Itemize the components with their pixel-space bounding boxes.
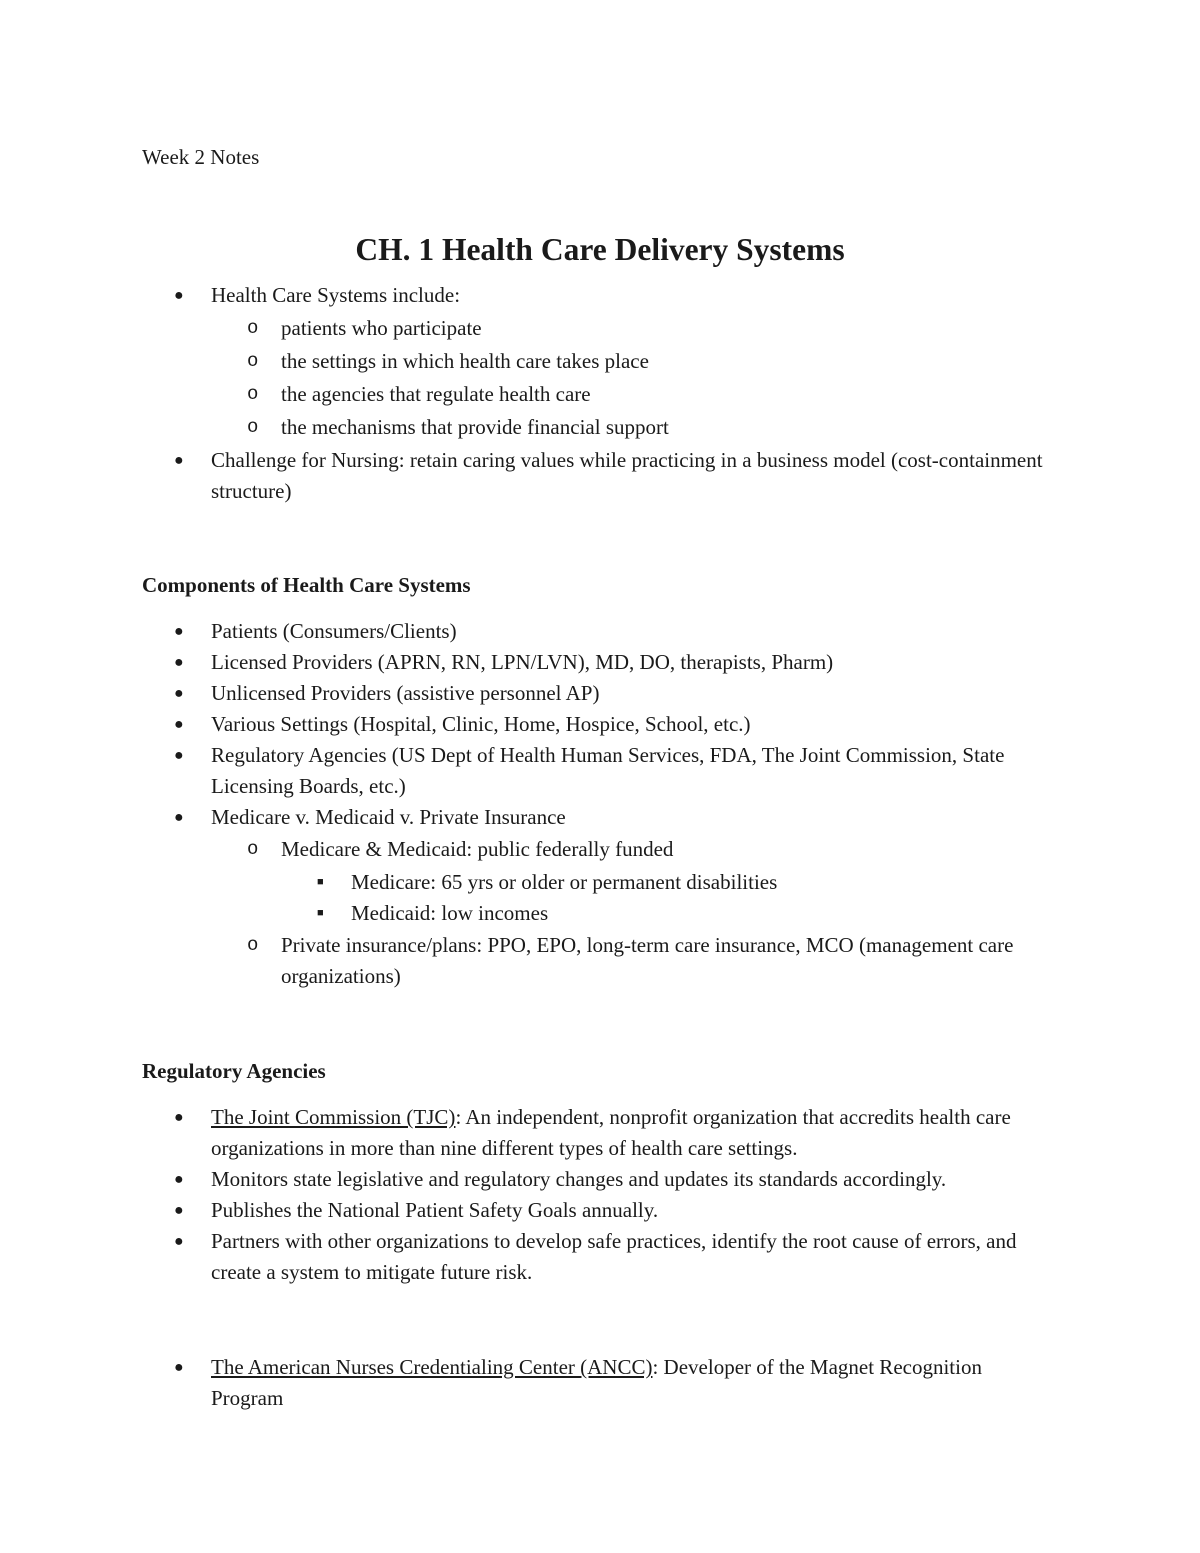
- components-list: [0, 616, 1200, 992]
- components-section: [0, 570, 1200, 992]
- sub-sub-list-item: ■ Medicaid: low incomes: [281, 898, 1071, 929]
- sub-list-item: o the mechanisms that provide financial support: [211, 412, 1071, 443]
- list-item: [0, 445, 1071, 507]
- circle-bullet-icon: o: [247, 317, 259, 339]
- sub-sub-list: [211, 867, 1071, 929]
- bullet-icon: ●: [174, 716, 184, 733]
- sub-list-item: o Medicare & Medicaid: public federally funded ■ Medicare: 65 yrs or older or permanent disabilities ■ Medicaid: low incomes: [211, 834, 1071, 929]
- regulatory-list: [0, 1102, 1200, 1288]
- list-item: ● Unlicensed Providers (assistive personnel AP): [0, 678, 1071, 709]
- circle-bullet-icon: o: [247, 350, 259, 372]
- bullet-icon: ●: [174, 287, 184, 304]
- bullet-icon: ●: [174, 747, 184, 764]
- bullet-icon: ●: [174, 1171, 184, 1188]
- sub-sub-list-item: ■ Medicare: 65 yrs or older or permanent disabilities: [281, 867, 1071, 898]
- bullet-icon: ●: [174, 452, 184, 469]
- list-item: ● Various Settings (Hospital, Clinic, Home, Hospice, School, etc.): [0, 709, 1071, 740]
- square-bullet-icon: ■: [317, 907, 324, 919]
- regulatory-section: [0, 1056, 1200, 1288]
- bullet-icon: ●: [174, 623, 184, 640]
- sub-list-item: o the settings in which health care takes place: [211, 346, 1071, 377]
- chapter-1-list: [0, 280, 1200, 507]
- bullet-icon: ●: [174, 654, 184, 671]
- ancc-list: [0, 1352, 1200, 1414]
- bullet-icon: ●: [174, 1202, 184, 1219]
- document-title: Week 2 Notes: [142, 145, 260, 169]
- ancc-section: [0, 1352, 1200, 1414]
- list-item: ● Medicare v. Medicaid v. Private Insurance o Medicare & Medicaid: public federally funded ■ Medicare: 65 yrs or older or permanent disabilities ■ Medicaid: low incomes o Private insurance/plans: PPO, EPO, long-term care insurance, MCO (management care organizations): [0, 802, 1071, 992]
- sub-list-item: o patients who participate: [211, 313, 1071, 344]
- list-item-text: Challenge for Nursing: retain caring values while practicing in a business model (cost-containment structure): [211, 448, 1043, 503]
- section-heading: Regulatory Agencies: [142, 1059, 326, 1083]
- list-item: ● Licensed Providers (APRN, RN, LPN/LVN), MD, DO, therapists, Pharm): [0, 647, 1071, 678]
- section-heading: Components of Health Care Systems: [142, 573, 471, 597]
- sub-list-item: o Private insurance/plans: PPO, EPO, long-term care insurance, MCO (management care organizations): [211, 930, 1071, 992]
- bullet-icon: ●: [174, 1233, 184, 1250]
- circle-bullet-icon: o: [247, 383, 259, 405]
- list-item: ● The American Nurses Credentialing Center (ANCC): Developer of the Magnet Recognition Program: [0, 1352, 991, 1414]
- bullet-icon: ●: [174, 1109, 184, 1126]
- tjc-name: The Joint Commission (TJC): [211, 1105, 456, 1129]
- sub-list: [0, 313, 1071, 443]
- circle-bullet-icon: o: [247, 416, 259, 438]
- list-item: ● Patients (Consumers/Clients): [0, 616, 1071, 647]
- chapter-heading: CH. 1 Health Care Delivery Systems: [355, 232, 845, 267]
- list-item: ● Partners with other organizations to develop safe practices, identify the root cause of errors, and create a system to mitigate future risk.: [0, 1226, 1071, 1288]
- sub-list-item: o the agencies that regulate health care: [211, 379, 1071, 410]
- bullet-icon: ●: [174, 1359, 184, 1376]
- list-item: ● The Joint Commission (TJC): An independent, nonprofit organization that accredits health care organizations in more than nine different types of health care settings.: [0, 1102, 1071, 1164]
- list-item: ● Monitors state legislative and regulatory changes and updates its standards accordingly.: [0, 1164, 1071, 1195]
- sub-list: [0, 834, 1071, 992]
- circle-bullet-icon: o: [247, 838, 259, 860]
- list-item: [0, 280, 1071, 443]
- bullet-icon: ●: [174, 809, 184, 826]
- ancc-name: The American Nurses Credentialing Center (ANCC): [211, 1355, 653, 1379]
- circle-bullet-icon: o: [247, 934, 259, 956]
- list-item-text: Health Care Systems include:: [211, 283, 461, 307]
- list-item: ● Regulatory Agencies (US Dept of Health Human Services, FDA, The Joint Commission, State Licensing Boards, etc.): [0, 740, 1071, 802]
- bullet-icon: ●: [174, 685, 184, 702]
- list-item: ● Publishes the National Patient Safety Goals annually.: [0, 1195, 1071, 1226]
- chapter-1-section: [0, 234, 1200, 507]
- square-bullet-icon: ■: [317, 876, 324, 888]
